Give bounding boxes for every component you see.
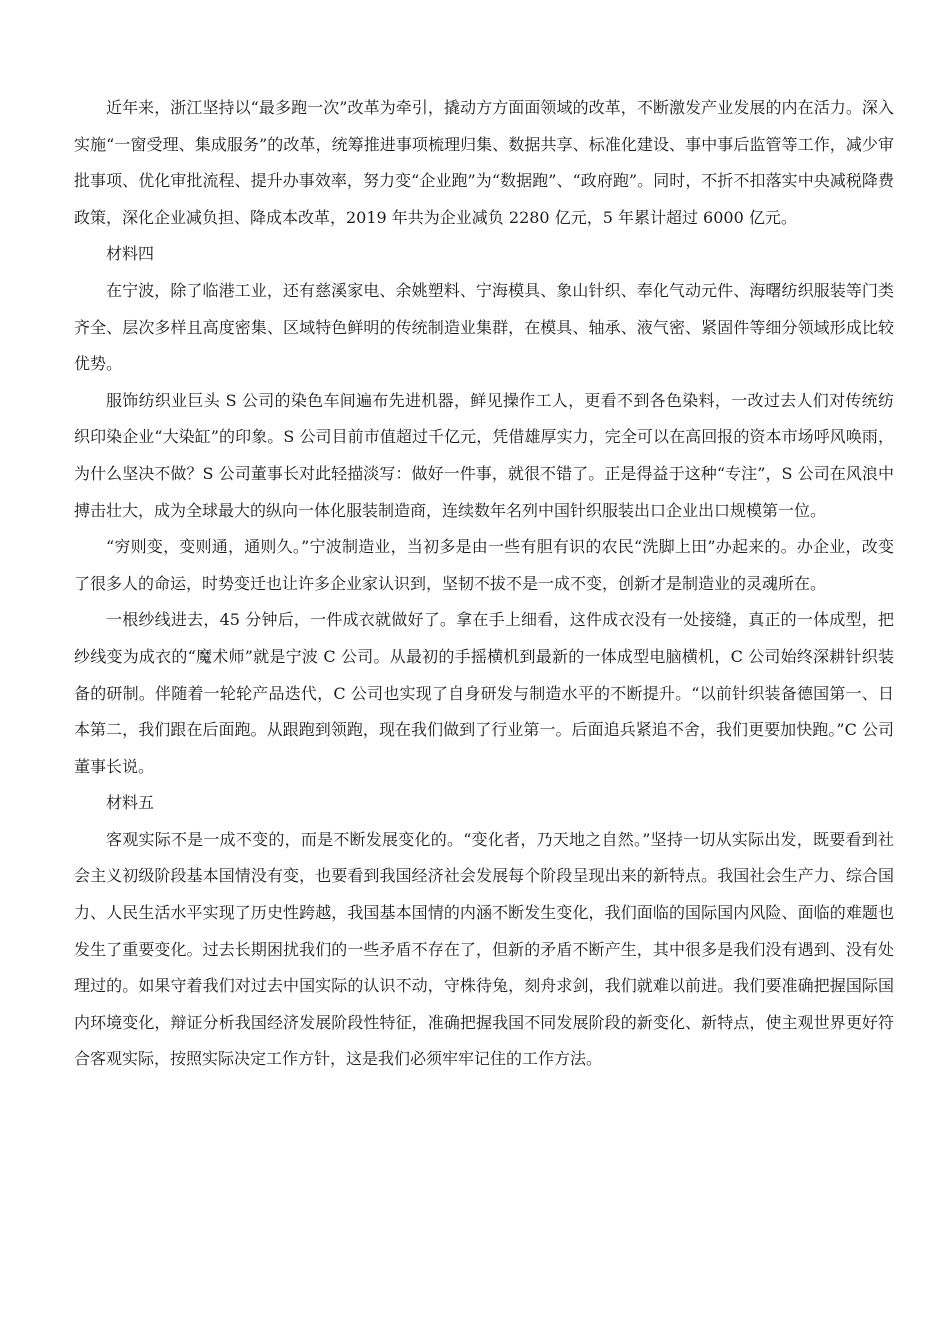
document-body bbox=[74, 90, 894, 1078]
paragraph-ningbo-clusters: 在宁波，除了临港工业，还有慈溪家电、余姚塑料、宁海模具、象山针织、奉化气动元件、海曙纺织服装等门类齐全、层次多样且高度密集、区域特色鲜明的传统制造业集群，在模具、轴承、液气密、紧固件等细分领域形成比较优势。 bbox=[74, 280, 894, 374]
section-label-material-5: 材料五 bbox=[106, 793, 155, 813]
section-label-material-4: 材料四 bbox=[106, 244, 155, 264]
paragraph-change: “穷则变，变则通，通则久。”宁波制造业，当初多是由一些有胆有识的农民“洗脚上田”办起来的。办企业，改变了很多人的命运，时势变迁也让许多企业家认识到，坚韧不拔不是一成不变，创新才是制造业的灵魂所在。 bbox=[74, 537, 894, 593]
paragraph-s-company: 服饰纺织业巨头 S 公司的染色车间遍布先进机器，鲜见操作工人，更看不到各色染料，一改过去人们对传统纺织印染企业“大染缸”的印象。S 公司目前市值超过千亿元，凭借雄厚实力，完全可以在高回报的资本市场呼风唤雨，为什么坚决不做？S 公司董事长对此轻描淡写：做好一件事，就很不错了。正是得益于这种“专注”，S 公司在风浪中搏击壮大，成为全球最大的纵向一体化服装制造商，连续数年名列中国针织服装出口企业出口规模第一位。 bbox=[74, 390, 894, 520]
paragraph-c-company: 一根纱线进去，45 分钟后，一件成衣就做好了。拿在手上细看，这件成衣没有一处接缝，真正的一体成型，把纱线变为成衣的“魔术师”就是宁波 C 公司。从最初的手摇横机到最新的一体成型电脑横机，C 公司始终深耕针织装备的研制。伴随着一轮轮产品迭代，C 公司也实现了自身研发与制造水平的不断提升。“以前针织装备德国第一、日本第二，我们跟在后面跑。从跟跑到领跑，现在我们做到了行业第一。后面追兵紧追不舍，我们更要加快跑。”C 公司董事长说。 bbox=[74, 610, 894, 776]
paragraph-reform: 近年来，浙江坚持以“最多跑一次”改革为牵引，撬动方方面面领域的改革，不断激发产业发展的内在活力。深入实施“一窗受理、集成服务”的改革，统筹推进事项梳理归集、数据共享、标准化建设、事中事后监管等工作，减少审批事项、优化审批流程、提升办事效率，努力变“企业跑”为“数据跑”、“政府跑”。同时，不折不扣落实中央减税降费政策，深化企业减负担、降成本改革，2019 年共为企业减负 2280 亿元，5 年累计超过 6000 亿元。 bbox=[74, 98, 894, 227]
paragraph-objective-reality: 客观实际不是一成不变的，而是不断发展变化的。“变化者，乃天地之自然。”坚持一切从实际出发，既要看到社会主义初级阶段基本国情没有变，也要看到我国经济社会发展每个阶段呈现出来的新特点。我国社会生产力、综合国力、人民生活水平实现了历史性跨越，我国基本国情的内涵不断发生变化，我们面临的国际国内风险、面临的难题也发生了重要变化。过去长期困扰我们的一些矛盾不存在了，但新的矛盾不断产生，其中很多是我们没有遇到、没有处理过的。如果守着我们对过去中国实际的认识不动，守株待兔，刻舟求剑，我们就难以前进。我们要准确把握国际国内环境变化，辩证分析我国经济发展阶段性特征，准确把握我国不同发展阶段的新变化、新特点，使主观世界更好符合客观实际，按照实际决定工作方针，这是我们必须牢牢记住的工作方法。 bbox=[74, 829, 894, 1069]
